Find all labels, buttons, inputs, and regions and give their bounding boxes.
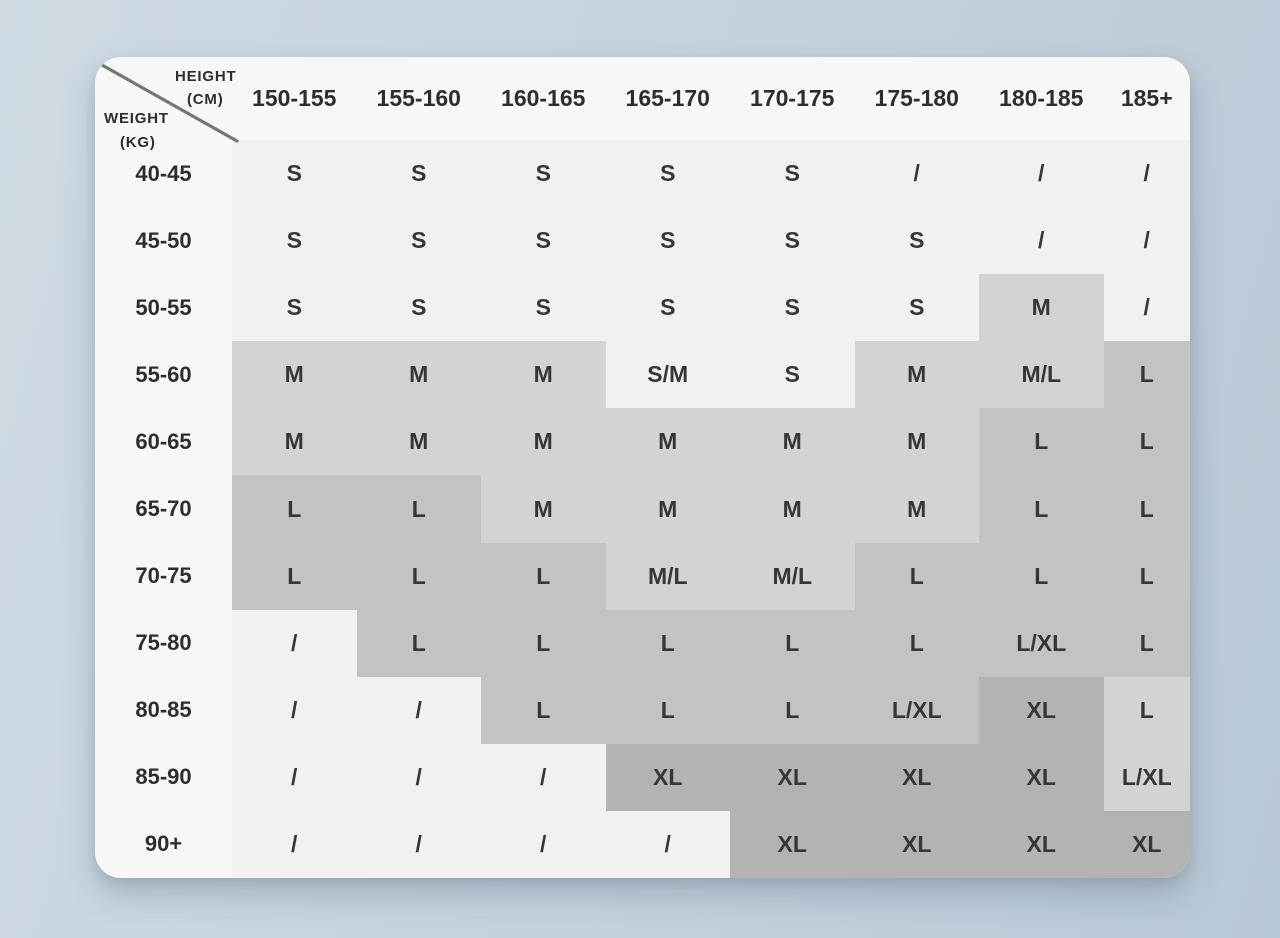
size-cell: XL — [606, 744, 731, 811]
column-header: 180-185 — [999, 85, 1084, 111]
size-cell: / — [1104, 274, 1191, 341]
size-cell: S — [357, 207, 482, 274]
size-cell: L — [979, 543, 1104, 610]
size-cell: / — [1104, 207, 1191, 274]
row-header: 45-50 — [95, 207, 232, 274]
size-cell: / — [979, 207, 1104, 274]
size-cell: L — [1104, 677, 1191, 744]
size-cell: L — [1104, 475, 1191, 542]
size-cell: L — [481, 543, 606, 610]
size-cell: S — [730, 341, 855, 408]
size-cell: L — [357, 475, 482, 542]
size-cell: M — [357, 408, 482, 475]
table-corner-cell — [95, 57, 237, 151]
size-cell: / — [357, 811, 482, 878]
row-header: 60-65 — [95, 408, 232, 475]
weight-axis-label: WEIGHT — [104, 110, 169, 127]
size-cell: L — [979, 408, 1104, 475]
size-cell: L — [481, 610, 606, 677]
size-chart-table — [95, 57, 1190, 878]
row-header: 75-80 — [95, 610, 232, 677]
size-cell: S — [730, 140, 855, 207]
size-cell: L — [357, 543, 482, 610]
row-header: 50-55 — [95, 274, 232, 341]
size-cell: S — [481, 274, 606, 341]
size-cell: L — [979, 475, 1104, 542]
size-cell: / — [855, 140, 980, 207]
row-header: 90+ — [95, 811, 232, 878]
size-cell: XL — [979, 811, 1104, 878]
size-cell: XL — [979, 677, 1104, 744]
size-cell: / — [1104, 140, 1191, 207]
size-cell: / — [357, 744, 482, 811]
size-cell: XL — [855, 744, 980, 811]
size-cell: M/L — [730, 543, 855, 610]
size-cell: M — [979, 274, 1104, 341]
size-cell: M — [232, 408, 357, 475]
row-header: 80-85 — [95, 677, 232, 744]
row-header: 70-75 — [95, 543, 232, 610]
column-header: 170-175 — [750, 85, 835, 111]
size-cell: S — [855, 274, 980, 341]
size-cell: XL — [730, 744, 855, 811]
size-cell: L — [481, 677, 606, 744]
size-cell: S — [606, 140, 731, 207]
size-cell: S — [232, 207, 357, 274]
column-header: 155-160 — [376, 85, 461, 111]
height-axis-unit: (CM) — [187, 91, 224, 108]
size-cell: / — [481, 811, 606, 878]
height-axis-label: HEIGHT — [175, 68, 237, 85]
size-cell: XL — [730, 811, 855, 878]
size-cell: XL — [1104, 811, 1191, 878]
size-cell: M/L — [979, 341, 1104, 408]
size-cell: / — [979, 140, 1104, 207]
column-header: 160-165 — [501, 85, 586, 111]
size-cell: L — [1104, 341, 1191, 408]
size-cell: L — [357, 610, 482, 677]
size-cell: L/XL — [1104, 744, 1191, 811]
size-chart-card — [95, 57, 1190, 878]
row-header: 55-60 — [95, 341, 232, 408]
size-cell: M/L — [606, 543, 731, 610]
size-cell: S — [855, 207, 980, 274]
size-cell: S — [730, 207, 855, 274]
size-cell: M — [481, 341, 606, 408]
size-cell: L/XL — [979, 610, 1104, 677]
row-header: 65-70 — [95, 475, 232, 542]
size-cell: M — [357, 341, 482, 408]
row-header: 40-45 — [95, 140, 232, 207]
size-cell: S — [606, 207, 731, 274]
size-cell: S — [606, 274, 731, 341]
size-cell: M — [730, 408, 855, 475]
row-header: 85-90 — [95, 744, 232, 811]
size-cell: L — [232, 543, 357, 610]
size-cell: / — [232, 677, 357, 744]
size-cell: M — [481, 408, 606, 475]
size-cell: S — [357, 140, 482, 207]
size-cell: S/M — [606, 341, 731, 408]
column-header: 185+ — [1120, 85, 1173, 111]
size-cell: L — [1104, 408, 1191, 475]
weight-axis-unit: (KG) — [120, 134, 156, 151]
size-cell: XL — [855, 811, 980, 878]
size-cell: M — [232, 341, 357, 408]
size-cell: M — [481, 475, 606, 542]
size-cell: / — [357, 677, 482, 744]
size-cell: L — [606, 677, 731, 744]
size-cell: / — [232, 610, 357, 677]
column-header: 175-180 — [874, 85, 959, 111]
size-cell: / — [481, 744, 606, 811]
size-cell: S — [730, 274, 855, 341]
size-cell: L/XL — [855, 677, 980, 744]
size-cell: L — [730, 610, 855, 677]
size-cell: M — [730, 475, 855, 542]
size-cell: S — [232, 140, 357, 207]
size-cell: L — [1104, 543, 1191, 610]
size-cell: L — [730, 677, 855, 744]
size-cell: S — [357, 274, 482, 341]
size-cell: L — [606, 610, 731, 677]
size-cell: S — [481, 207, 606, 274]
size-cell: S — [232, 274, 357, 341]
size-cell: L — [855, 610, 980, 677]
size-cell: M — [606, 408, 731, 475]
size-cell: M — [855, 408, 980, 475]
column-header: 165-170 — [625, 85, 710, 111]
size-cell: M — [855, 341, 980, 408]
size-cell: S — [481, 140, 606, 207]
size-cell: / — [232, 811, 357, 878]
size-cell: M — [855, 475, 980, 542]
column-header: 150-155 — [252, 85, 337, 111]
size-cell: XL — [979, 744, 1104, 811]
size-cell: L — [855, 543, 980, 610]
size-cell: L — [232, 475, 357, 542]
size-cell: / — [606, 811, 731, 878]
size-cell: / — [232, 744, 357, 811]
size-cell: M — [606, 475, 731, 542]
size-cell: L — [1104, 610, 1191, 677]
